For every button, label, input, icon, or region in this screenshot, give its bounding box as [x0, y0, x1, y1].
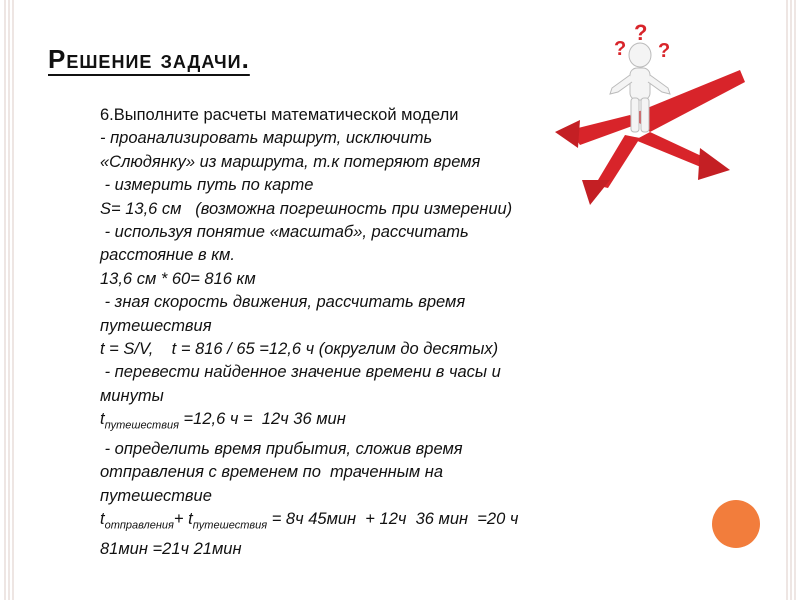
question-mark-1: ?	[614, 38, 627, 60]
question-mark-3: ?	[658, 40, 671, 62]
text-line: 81мин =21ч 21мин	[100, 539, 242, 558]
arrival-time-value: = 8ч 45мин + 12ч 36 мин =20 ч	[267, 510, 519, 529]
t-symbol: t	[188, 510, 193, 529]
text-line: 6.Выполните расчеты математической модели	[100, 106, 459, 124]
text-line: S= 13,6 см (возможна погрешность при измерении)	[100, 199, 513, 218]
text-line: расстояние в км.	[100, 246, 235, 265]
text-line: - перевести найденное значение времени в часы и	[100, 363, 501, 382]
arrival-time-formula	[100, 508, 620, 538]
orange-circle-decoration	[712, 500, 760, 548]
t-subscript: путешествия	[104, 419, 179, 432]
t-symbol: t	[100, 410, 105, 429]
text-line: путешествие	[100, 486, 212, 505]
text-line: минуты	[100, 386, 164, 405]
text-line: - проанализировать маршрут, исключить	[100, 129, 433, 148]
text-line: 13,6 см * 60= 816 км	[100, 269, 256, 288]
text-line: t = S/V, t = 816 / 65 =12,6 ч (округлим до десятых)	[100, 340, 499, 359]
text-line: «Слюдянку» из маршрута, т.к потеряют время	[100, 152, 481, 171]
left-frame-border	[4, 0, 14, 600]
text-line: - используя понятие «масштаб», рассчитать	[100, 223, 469, 242]
text-line: путешествия	[100, 316, 212, 335]
t-travel-value: =12,6 ч = 12ч 36 мин	[178, 410, 346, 429]
t-subscript: отправления	[104, 519, 174, 532]
text-line: - измерить путь по карте	[100, 176, 314, 195]
text-line: - зная скорость движения, рассчитать время	[100, 293, 466, 312]
right-frame-border	[786, 0, 796, 600]
text-line: отправления с временем по траченным на	[100, 463, 444, 482]
t-subscript: путешествия	[192, 519, 268, 532]
question-mark-2: ?	[634, 20, 648, 45]
text-line: - определить время прибытия, сложив время	[100, 439, 463, 458]
solution-text	[100, 104, 620, 561]
t-travel-line	[100, 408, 620, 438]
plus-sign: +	[173, 510, 189, 529]
slide-title: Решение задачи.	[48, 44, 250, 74]
t-symbol: t	[100, 510, 105, 529]
